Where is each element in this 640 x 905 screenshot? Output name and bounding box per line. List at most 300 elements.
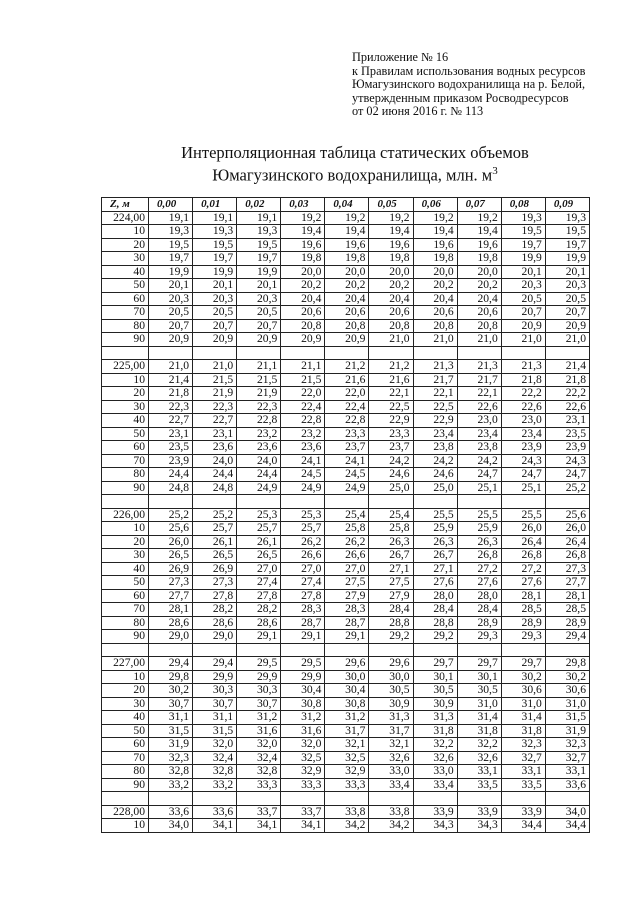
volume-cell: 33,5	[501, 778, 545, 792]
volume-cell: 21,2	[369, 360, 413, 374]
level-cell: 90	[102, 481, 149, 495]
volume-cell: 21,0	[413, 333, 457, 347]
volume-cell: 22,8	[237, 414, 281, 428]
volume-cell: 25,9	[413, 522, 457, 536]
volume-cell: 30,7	[193, 697, 237, 711]
volume-cell: 19,1	[193, 211, 237, 225]
volume-cell: 27,8	[281, 589, 325, 603]
empty-cell	[102, 643, 149, 657]
volume-cell: 30,2	[149, 684, 193, 698]
volume-cell: 22,6	[457, 400, 501, 414]
volume-cell: 19,6	[369, 238, 413, 252]
volume-cell: 20,0	[369, 265, 413, 279]
volume-cell: 26,3	[413, 535, 457, 549]
volume-cell: 33,6	[545, 778, 589, 792]
volume-cell: 32,8	[193, 765, 237, 779]
volume-cell: 30,7	[237, 697, 281, 711]
level-cell: 90	[102, 630, 149, 644]
volume-cell: 32,3	[545, 738, 589, 752]
volume-cell: 32,2	[413, 738, 457, 752]
volume-cell: 20,5	[237, 306, 281, 320]
volume-cell: 25,7	[193, 522, 237, 536]
volume-cell: 20,2	[457, 279, 501, 293]
volume-cell: 32,6	[413, 751, 457, 765]
separator-row	[102, 792, 590, 806]
volume-cell: 28,2	[237, 603, 281, 617]
volume-cell: 29,5	[281, 657, 325, 671]
volume-cell: 33,2	[149, 778, 193, 792]
volume-cell: 30,2	[545, 670, 589, 684]
volume-cell: 33,4	[369, 778, 413, 792]
table-row	[102, 805, 590, 819]
volume-cell: 21,5	[281, 373, 325, 387]
volume-cell: 22,6	[501, 400, 545, 414]
volume-cell: 31,9	[149, 738, 193, 752]
volume-cell: 21,8	[545, 373, 589, 387]
volume-cell: 20,5	[149, 306, 193, 320]
volume-cell: 32,9	[281, 765, 325, 779]
volume-cell: 23,6	[193, 441, 237, 455]
empty-cell	[281, 346, 325, 360]
volume-cell: 19,5	[193, 238, 237, 252]
level-cell: 10	[102, 373, 149, 387]
volume-cell: 24,5	[281, 468, 325, 482]
volume-cell: 21,3	[413, 360, 457, 374]
volume-cell: 31,8	[457, 724, 501, 738]
volume-cell: 29,2	[413, 630, 457, 644]
volume-cell: 31,5	[193, 724, 237, 738]
volume-cell: 34,1	[193, 819, 237, 833]
table-row	[102, 360, 590, 374]
volume-cell: 22,4	[325, 400, 369, 414]
volume-cell: 28,8	[369, 616, 413, 630]
volume-cell: 21,1	[237, 360, 281, 374]
level-cell: 10	[102, 670, 149, 684]
volume-cell: 29,1	[325, 630, 369, 644]
level-cell: 50	[102, 279, 149, 293]
volume-cell: 26,3	[457, 535, 501, 549]
volume-cell: 19,5	[149, 238, 193, 252]
volume-cell: 23,5	[149, 441, 193, 455]
volume-cell: 28,6	[193, 616, 237, 630]
volume-cell: 24,4	[149, 468, 193, 482]
volume-cell: 32,2	[457, 738, 501, 752]
volume-cell: 31,8	[501, 724, 545, 738]
volume-cell: 19,9	[545, 252, 589, 266]
volume-cell: 19,3	[501, 211, 545, 225]
volume-cell: 22,8	[281, 414, 325, 428]
volume-cell: 28,8	[413, 616, 457, 630]
volume-cell: 21,6	[325, 373, 369, 387]
volume-cell: 31,8	[413, 724, 457, 738]
volume-cell: 19,7	[545, 238, 589, 252]
volume-cell: 33,7	[281, 805, 325, 819]
volume-cell: 26,8	[545, 549, 589, 563]
volume-cell: 20,5	[545, 292, 589, 306]
empty-cell	[237, 643, 281, 657]
volume-cell: 20,2	[281, 279, 325, 293]
level-cell: 50	[102, 427, 149, 441]
volume-cell: 27,9	[325, 589, 369, 603]
empty-cell	[545, 346, 589, 360]
level-cell: 60	[102, 292, 149, 306]
volume-cell: 33,3	[281, 778, 325, 792]
table-row	[102, 616, 590, 630]
volume-cell: 31,9	[545, 724, 589, 738]
volume-cell: 31,7	[369, 724, 413, 738]
table-row	[102, 670, 590, 684]
volume-cell: 21,3	[501, 360, 545, 374]
header-col: 0,05	[369, 198, 413, 212]
volume-cell: 19,9	[193, 265, 237, 279]
volume-cell: 20,9	[237, 333, 281, 347]
table-row	[102, 549, 590, 563]
volume-cell: 34,0	[149, 819, 193, 833]
volume-cell: 21,0	[501, 333, 545, 347]
volume-cell: 30,6	[545, 684, 589, 698]
volume-cell: 20,7	[149, 319, 193, 333]
volume-cell: 28,6	[149, 616, 193, 630]
volume-cell: 25,0	[413, 481, 457, 495]
volume-cell: 21,7	[457, 373, 501, 387]
volume-cell: 22,3	[237, 400, 281, 414]
volume-cell: 32,0	[193, 738, 237, 752]
table-row	[102, 319, 590, 333]
empty-cell	[193, 643, 237, 657]
volume-cell: 27,6	[413, 576, 457, 590]
volume-cell: 26,0	[149, 535, 193, 549]
volume-cell: 19,3	[545, 211, 589, 225]
volume-cell: 25,2	[193, 508, 237, 522]
volume-cell: 20,5	[193, 306, 237, 320]
volume-cell: 21,4	[545, 360, 589, 374]
volume-cell: 19,9	[501, 252, 545, 266]
volume-cell: 28,0	[457, 589, 501, 603]
table-row	[102, 738, 590, 752]
level-cell: 20	[102, 238, 149, 252]
table-row	[102, 387, 590, 401]
volume-cell: 33,9	[501, 805, 545, 819]
volume-cell: 22,1	[369, 387, 413, 401]
table-row	[102, 265, 590, 279]
separator-row	[102, 495, 590, 509]
table-row	[102, 535, 590, 549]
volume-cell: 27,7	[545, 576, 589, 590]
empty-cell	[149, 495, 193, 509]
volume-cell: 30,2	[501, 670, 545, 684]
volume-cell: 29,6	[325, 657, 369, 671]
volume-cell: 26,7	[369, 549, 413, 563]
table-row	[102, 441, 590, 455]
volume-cell: 21,6	[369, 373, 413, 387]
volume-cell: 31,0	[457, 697, 501, 711]
volume-cell: 32,9	[325, 765, 369, 779]
volume-cell: 27,1	[413, 562, 457, 576]
volume-cell: 22,5	[413, 400, 457, 414]
volume-cell: 21,3	[457, 360, 501, 374]
volume-cell: 29,8	[545, 657, 589, 671]
level-cell: 20	[102, 535, 149, 549]
volume-cell: 20,9	[193, 333, 237, 347]
table-row	[102, 373, 590, 387]
volume-cell: 23,0	[501, 414, 545, 428]
volume-cell: 28,6	[237, 616, 281, 630]
volume-cell: 26,0	[501, 522, 545, 536]
level-cell: 40	[102, 711, 149, 725]
volume-cell: 32,6	[369, 751, 413, 765]
empty-cell	[281, 792, 325, 806]
empty-cell	[149, 792, 193, 806]
volume-cell: 27,0	[325, 562, 369, 576]
volume-cell: 19,4	[413, 225, 457, 239]
volume-cell: 23,4	[457, 427, 501, 441]
volume-cell: 23,3	[325, 427, 369, 441]
table-row	[102, 225, 590, 239]
volume-cell: 31,3	[369, 711, 413, 725]
volume-cell: 21,5	[237, 373, 281, 387]
volume-cell: 28,7	[325, 616, 369, 630]
volume-cell: 20,9	[325, 333, 369, 347]
level-cell: 30	[102, 697, 149, 711]
volume-cell: 29,4	[545, 630, 589, 644]
volume-cell: 23,1	[545, 414, 589, 428]
volume-cell: 20,2	[413, 279, 457, 293]
volume-cell: 29,1	[281, 630, 325, 644]
volume-cell: 19,4	[457, 225, 501, 239]
volume-cell: 25,7	[281, 522, 325, 536]
table-row	[102, 562, 590, 576]
level-cell: 60	[102, 441, 149, 455]
volume-cell: 29,8	[149, 670, 193, 684]
level-cell: 70	[102, 603, 149, 617]
volume-cell: 26,6	[281, 549, 325, 563]
volume-cell: 30,4	[281, 684, 325, 698]
volume-cell: 24,3	[501, 454, 545, 468]
volume-cell: 20,8	[281, 319, 325, 333]
volume-cell: 27,3	[545, 562, 589, 576]
volume-cell: 25,3	[281, 508, 325, 522]
empty-cell	[501, 643, 545, 657]
appendix-line: Юмагузинского водохранилища на р. Белой,	[352, 77, 586, 92]
volume-cell: 23,2	[237, 427, 281, 441]
volume-cell: 20,4	[413, 292, 457, 306]
volume-cell: 31,0	[545, 697, 589, 711]
volume-cell: 25,5	[457, 508, 501, 522]
volume-cell: 21,4	[149, 373, 193, 387]
volume-cell: 30,8	[325, 697, 369, 711]
volume-cell: 24,6	[413, 468, 457, 482]
volume-cell: 33,1	[545, 765, 589, 779]
volume-cell: 31,4	[501, 711, 545, 725]
volume-cell: 27,8	[193, 589, 237, 603]
volume-cell: 21,0	[545, 333, 589, 347]
volume-cell: 20,4	[325, 292, 369, 306]
empty-cell	[369, 346, 413, 360]
volume-cell: 28,3	[281, 603, 325, 617]
volume-cell: 19,7	[237, 252, 281, 266]
volume-cell: 28,3	[325, 603, 369, 617]
volume-cell: 29,3	[457, 630, 501, 644]
volume-cell: 19,9	[237, 265, 281, 279]
volume-cell: 28,0	[413, 589, 457, 603]
volume-cell: 30,3	[237, 684, 281, 698]
volume-cell: 25,6	[149, 522, 193, 536]
volume-cell: 19,8	[457, 252, 501, 266]
document-title	[150, 143, 560, 185]
volume-cell: 21,0	[149, 360, 193, 374]
volume-cell: 33,3	[325, 778, 369, 792]
volume-cell: 25,4	[369, 508, 413, 522]
volume-cell: 29,3	[501, 630, 545, 644]
level-cell: 90	[102, 333, 149, 347]
volume-cell: 31,7	[325, 724, 369, 738]
volume-cell: 30,6	[501, 684, 545, 698]
empty-cell	[457, 792, 501, 806]
level-cell: 50	[102, 576, 149, 590]
volume-cell: 22,0	[325, 387, 369, 401]
volume-cell: 24,4	[193, 468, 237, 482]
volume-cell: 21,2	[325, 360, 369, 374]
volume-cell: 34,1	[281, 819, 325, 833]
volume-cell: 32,6	[457, 751, 501, 765]
separator-row	[102, 346, 590, 360]
volume-cell: 20,4	[457, 292, 501, 306]
volume-cell: 21,0	[457, 333, 501, 347]
volume-cell: 19,2	[325, 211, 369, 225]
volume-cell: 20,0	[413, 265, 457, 279]
level-cell: 10	[102, 819, 149, 833]
volume-cell: 27,9	[369, 589, 413, 603]
volume-cell: 33,8	[369, 805, 413, 819]
level-cell: 40	[102, 562, 149, 576]
volume-cell: 23,9	[545, 441, 589, 455]
volume-cell: 27,2	[501, 562, 545, 576]
volume-cell: 19,6	[457, 238, 501, 252]
volume-cell: 19,8	[369, 252, 413, 266]
volume-cell: 24,1	[281, 454, 325, 468]
table-row	[102, 522, 590, 536]
volume-cell: 23,2	[281, 427, 325, 441]
volume-cell: 30,1	[413, 670, 457, 684]
volume-cell: 33,0	[369, 765, 413, 779]
volume-cell: 22,0	[281, 387, 325, 401]
volume-cell: 26,2	[281, 535, 325, 549]
table-row	[102, 468, 590, 482]
volume-cell: 26,5	[237, 549, 281, 563]
empty-cell	[413, 346, 457, 360]
volume-cell: 29,0	[193, 630, 237, 644]
volume-cell: 23,8	[413, 441, 457, 455]
header-col: 0,01	[193, 198, 237, 212]
empty-cell	[413, 495, 457, 509]
volume-cell: 25,0	[369, 481, 413, 495]
volume-cell: 28,2	[193, 603, 237, 617]
volume-cell: 20,2	[369, 279, 413, 293]
volume-cell: 20,1	[149, 279, 193, 293]
volume-cell: 20,0	[281, 265, 325, 279]
volume-cell: 29,9	[237, 670, 281, 684]
volume-cell: 20,6	[281, 306, 325, 320]
empty-cell	[149, 346, 193, 360]
volume-cell: 25,9	[457, 522, 501, 536]
volume-cell: 27,7	[149, 589, 193, 603]
empty-cell	[325, 643, 369, 657]
volume-cell: 26,5	[193, 549, 237, 563]
volume-cell: 19,4	[325, 225, 369, 239]
volume-cell: 27,6	[501, 576, 545, 590]
volume-cell: 25,2	[545, 481, 589, 495]
volume-cell: 21,8	[149, 387, 193, 401]
volume-cell: 22,3	[149, 400, 193, 414]
volume-cell: 20,3	[545, 279, 589, 293]
volume-cell: 33,7	[237, 805, 281, 819]
empty-cell	[102, 792, 149, 806]
volume-cell: 23,7	[369, 441, 413, 455]
table-row	[102, 724, 590, 738]
level-cell: 224,00	[102, 211, 149, 225]
volume-cell: 19,8	[281, 252, 325, 266]
empty-cell	[501, 792, 545, 806]
volume-cell: 24,4	[237, 468, 281, 482]
level-cell: 30	[102, 400, 149, 414]
empty-cell	[325, 346, 369, 360]
volume-cell: 32,4	[237, 751, 281, 765]
volume-cell: 24,8	[193, 481, 237, 495]
empty-cell	[457, 643, 501, 657]
volume-cell: 19,4	[281, 225, 325, 239]
volume-cell: 26,0	[545, 522, 589, 536]
volume-cell: 24,5	[325, 468, 369, 482]
volume-cell: 23,9	[149, 454, 193, 468]
volume-cell: 30,7	[149, 697, 193, 711]
level-cell: 50	[102, 724, 149, 738]
volume-cell: 30,8	[281, 697, 325, 711]
volume-table	[101, 197, 590, 833]
volume-cell: 19,1	[237, 211, 281, 225]
volume-cell: 29,6	[369, 657, 413, 671]
volume-cell: 25,5	[413, 508, 457, 522]
volume-cell: 23,1	[149, 427, 193, 441]
volume-cell: 26,1	[193, 535, 237, 549]
empty-cell	[102, 495, 149, 509]
table-row	[102, 576, 590, 590]
volume-cell: 29,4	[149, 657, 193, 671]
table-row	[102, 481, 590, 495]
volume-cell: 20,9	[281, 333, 325, 347]
volume-cell: 28,4	[369, 603, 413, 617]
volume-cell: 30,9	[369, 697, 413, 711]
volume-cell: 30,3	[193, 684, 237, 698]
volume-cell: 33,2	[193, 778, 237, 792]
volume-cell: 32,0	[237, 738, 281, 752]
level-cell: 70	[102, 454, 149, 468]
volume-cell: 30,5	[413, 684, 457, 698]
volume-cell: 28,7	[281, 616, 325, 630]
volume-cell: 32,8	[237, 765, 281, 779]
volume-cell: 30,5	[457, 684, 501, 698]
volume-cell: 24,8	[149, 481, 193, 495]
table-row	[102, 657, 590, 671]
volume-cell: 31,5	[545, 711, 589, 725]
table-row	[102, 778, 590, 792]
volume-cell: 20,4	[369, 292, 413, 306]
volume-cell: 34,3	[413, 819, 457, 833]
volume-cell: 32,4	[193, 751, 237, 765]
volume-cell: 32,1	[325, 738, 369, 752]
volume-cell: 19,8	[325, 252, 369, 266]
volume-cell: 28,5	[545, 603, 589, 617]
title-line-2	[150, 162, 560, 185]
